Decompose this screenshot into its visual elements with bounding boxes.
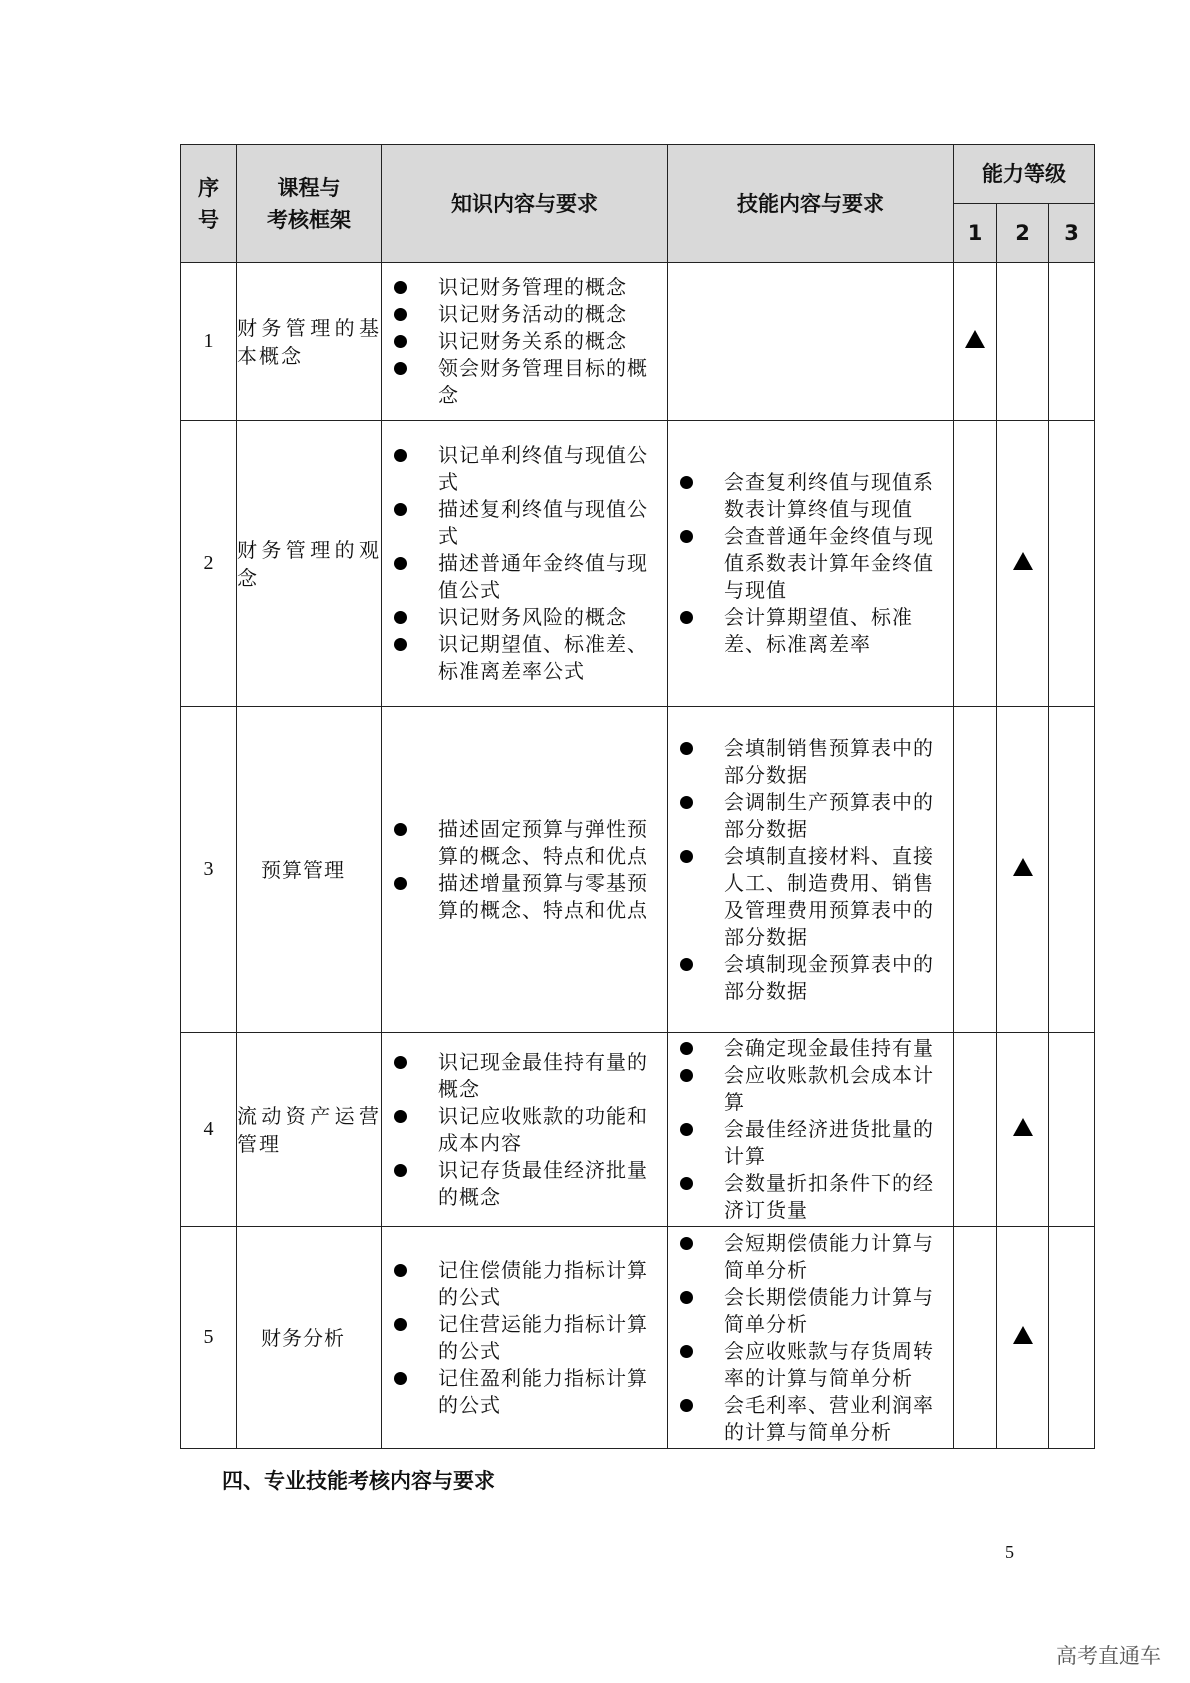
knowledge-item-text: 识记期望值、标准差、标准离差率公式 [438, 632, 648, 683]
level-2-cell [997, 263, 1049, 421]
level-2-cell [997, 1033, 1049, 1227]
level-3-cell [1049, 1033, 1095, 1227]
knowledge-item-text: 识记财务关系的概念 [438, 329, 627, 353]
knowledge-item [392, 442, 659, 496]
level-2-cell [997, 1227, 1049, 1449]
knowledge-item [392, 1365, 659, 1419]
bullet-icon [680, 958, 693, 971]
bullet-icon [394, 1056, 407, 1069]
knowledge-list [382, 1049, 667, 1211]
skills-item [678, 469, 945, 523]
level-1-cell [954, 421, 997, 707]
bullet-icon [680, 1042, 693, 1055]
triangle-icon [1013, 552, 1033, 570]
bullet-icon [680, 1069, 693, 1082]
triangle-icon [965, 330, 985, 348]
table-row [181, 421, 1095, 707]
level-1-cell [954, 1033, 997, 1227]
level-3-cell [1049, 421, 1095, 707]
knowledge-item-text: 识记存货最佳经济批量的概念 [438, 1157, 648, 1209]
table-row [181, 263, 1095, 421]
knowledge-cell [382, 421, 668, 707]
skills-item-text: 会填制直接材料、直接人工、制造费用、销售及管理费用预算表中的部分数据 [724, 843, 934, 949]
bullet-icon [680, 1177, 693, 1190]
triangle-icon [1013, 858, 1033, 876]
skills-item-text: 会调制生产预算表中的部分数据 [724, 789, 934, 841]
skills-list [668, 1035, 953, 1224]
bullet-icon [680, 1399, 693, 1412]
bullet-icon [680, 1345, 693, 1358]
level-3-cell [1049, 1227, 1095, 1449]
skills-item-text: 会应收账款机会成本计算 [724, 1063, 934, 1114]
bullet-icon [680, 530, 693, 543]
page-number: 5 [1005, 1542, 1014, 1562]
skills-item [678, 843, 945, 951]
table-row [181, 1033, 1095, 1227]
skills-item-text: 会数量折扣条件下的经济订货量 [724, 1171, 934, 1222]
row-number: 5 [181, 1227, 237, 1449]
header-skills: 技能内容与要求 [668, 145, 954, 263]
bullet-icon [394, 1164, 407, 1177]
skills-item-text: 会最佳经济进货批量的计算 [724, 1117, 934, 1168]
bullet-icon [680, 1123, 693, 1136]
row-number: 3 [181, 707, 237, 1033]
course-name: 流动资产运营管理 [237, 1033, 382, 1227]
level-1-cell [954, 707, 997, 1033]
skills-item-text: 会长期偿债能力计算与简单分析 [724, 1284, 934, 1336]
header-ability-level: 能力等级 [954, 145, 1095, 204]
bullet-icon [680, 476, 693, 489]
bullet-icon [394, 335, 407, 348]
bullet-icon [680, 1237, 693, 1250]
row-number: 2 [181, 421, 237, 707]
knowledge-list [382, 1257, 667, 1419]
level-2-cell [997, 421, 1049, 707]
course-assessment-table [180, 144, 1095, 1449]
knowledge-item [392, 496, 659, 550]
knowledge-cell [382, 263, 668, 421]
knowledge-item [392, 631, 659, 685]
skills-item [678, 604, 945, 658]
knowledge-cell [382, 1033, 668, 1227]
skills-item [678, 523, 945, 604]
skills-item-text: 会短期偿债能力计算与简单分析 [724, 1230, 934, 1282]
skills-item [678, 789, 945, 843]
knowledge-item-text: 记住偿债能力指标计算的公式 [438, 1257, 648, 1309]
skills-item-text: 会查普通年金终值与现值系数表计算年金终值与现值 [724, 524, 934, 602]
knowledge-item [392, 1157, 659, 1211]
course-name: 财务分析 [237, 1227, 382, 1449]
knowledge-list [382, 442, 667, 685]
bullet-icon [394, 1264, 407, 1277]
skills-item [678, 1392, 945, 1446]
bullet-icon [394, 449, 407, 462]
level-3-cell [1049, 263, 1095, 421]
knowledge-item-text: 识记单利终值与现值公式 [438, 443, 648, 494]
bullet-icon [394, 611, 407, 624]
bullet-icon [394, 281, 407, 294]
bullet-icon [680, 850, 693, 863]
triangle-icon [1013, 1326, 1033, 1344]
header-level-3: 3 [1049, 204, 1095, 263]
knowledge-item [392, 870, 659, 924]
knowledge-item-text: 记住营运能力指标计算的公式 [438, 1311, 648, 1363]
knowledge-item [392, 1311, 659, 1365]
header-knowledge: 知识内容与要求 [382, 145, 668, 263]
level-1-cell [954, 1227, 997, 1449]
knowledge-item [392, 604, 659, 631]
knowledge-item [392, 1049, 659, 1103]
skills-item [678, 1338, 945, 1392]
bullet-icon [680, 1291, 693, 1304]
skills-item-text: 会填制销售预算表中的部分数据 [724, 735, 934, 787]
bullet-icon [394, 503, 407, 516]
triangle-icon [1013, 1118, 1033, 1136]
skills-item-text: 会应收账款与存货周转率的计算与简单分析 [724, 1338, 934, 1390]
knowledge-item [392, 328, 659, 355]
skills-item [678, 1230, 945, 1284]
knowledge-item-text: 描述增量预算与零基预算的概念、特点和优点 [438, 870, 648, 922]
knowledge-list [382, 816, 667, 924]
skills-list [668, 469, 953, 658]
knowledge-item-text: 记住盈利能力指标计算的公式 [438, 1365, 648, 1417]
header-course-line2: 考核框架 [267, 207, 351, 232]
table-row [181, 1227, 1095, 1449]
bullet-icon [394, 1110, 407, 1123]
knowledge-cell [382, 1227, 668, 1449]
bullet-icon [680, 742, 693, 755]
skills-item [678, 1035, 945, 1062]
skills-item [678, 951, 945, 1005]
level-1-cell [954, 263, 997, 421]
skills-item [678, 1116, 945, 1170]
knowledge-item-text: 识记现金最佳持有量的概念 [438, 1049, 648, 1101]
bullet-icon [680, 796, 693, 809]
header-level-2: 2 [997, 204, 1049, 263]
header-level-1: 1 [954, 204, 997, 263]
knowledge-item-text: 描述复利终值与现值公式 [438, 497, 648, 548]
course-name: 财务管理的观念 [237, 421, 382, 707]
header-seq: 序号 [181, 145, 237, 263]
knowledge-item [392, 550, 659, 604]
knowledge-item-text: 领会财务管理目标的概念 [438, 356, 648, 407]
knowledge-list [382, 274, 667, 409]
course-name: 预算管理 [237, 707, 382, 1033]
level-2-cell [997, 707, 1049, 1033]
knowledge-item-text: 识记应收账款的功能和成本内容 [438, 1103, 648, 1155]
header-course-line1: 课程与 [277, 175, 341, 200]
bullet-icon [394, 823, 407, 836]
knowledge-item [392, 274, 659, 301]
bullet-icon [394, 308, 407, 321]
table-row [181, 707, 1095, 1033]
bullet-icon [394, 1372, 407, 1385]
knowledge-item [392, 816, 659, 870]
skills-item [678, 1062, 945, 1116]
skills-item-text: 会填制现金预算表中的部分数据 [724, 951, 934, 1003]
skills-list [668, 1230, 953, 1446]
skills-item-text: 会查复利终值与现值系数表计算终值与现值 [724, 470, 934, 521]
skills-item-text: 会毛利率、营业利润率的计算与简单分析 [724, 1392, 934, 1444]
header-course [237, 145, 382, 263]
skills-cell [668, 263, 954, 421]
bullet-icon [394, 638, 407, 651]
skills-cell [668, 1227, 954, 1449]
knowledge-item [392, 1103, 659, 1157]
knowledge-item-text: 描述固定预算与弹性预算的概念、特点和优点 [438, 816, 648, 868]
bullet-icon [394, 1318, 407, 1331]
level-3-cell [1049, 707, 1095, 1033]
knowledge-item [392, 1257, 659, 1311]
section-heading: 四、专业技能考核内容与要求 [222, 1469, 495, 1493]
knowledge-cell [382, 707, 668, 1033]
watermark: 高考直通车 [1056, 1644, 1161, 1668]
knowledge-item-text: 描述普通年金终值与现值公式 [438, 551, 648, 602]
row-number: 1 [181, 263, 237, 421]
knowledge-item [392, 301, 659, 328]
bullet-icon [394, 362, 407, 375]
bullet-icon [394, 557, 407, 570]
skills-cell [668, 421, 954, 707]
skills-item [678, 735, 945, 789]
skills-cell [668, 707, 954, 1033]
bullet-icon [394, 877, 407, 890]
skills-item-text: 会计算期望值、标准差、标准离差率 [724, 605, 913, 656]
course-name: 财务管理的基本概念 [237, 263, 382, 421]
skills-list [668, 735, 953, 1005]
knowledge-item-text: 识记财务风险的概念 [438, 605, 627, 629]
bullet-icon [680, 611, 693, 624]
knowledge-item [392, 355, 659, 409]
skills-item [678, 1284, 945, 1338]
skills-item [678, 1170, 945, 1224]
skills-item-text: 会确定现金最佳持有量 [724, 1036, 934, 1060]
knowledge-item-text: 识记财务管理的概念 [438, 275, 627, 299]
skills-cell [668, 1033, 954, 1227]
row-number: 4 [181, 1033, 237, 1227]
table-body [181, 263, 1095, 1449]
knowledge-item-text: 识记财务活动的概念 [438, 302, 627, 326]
